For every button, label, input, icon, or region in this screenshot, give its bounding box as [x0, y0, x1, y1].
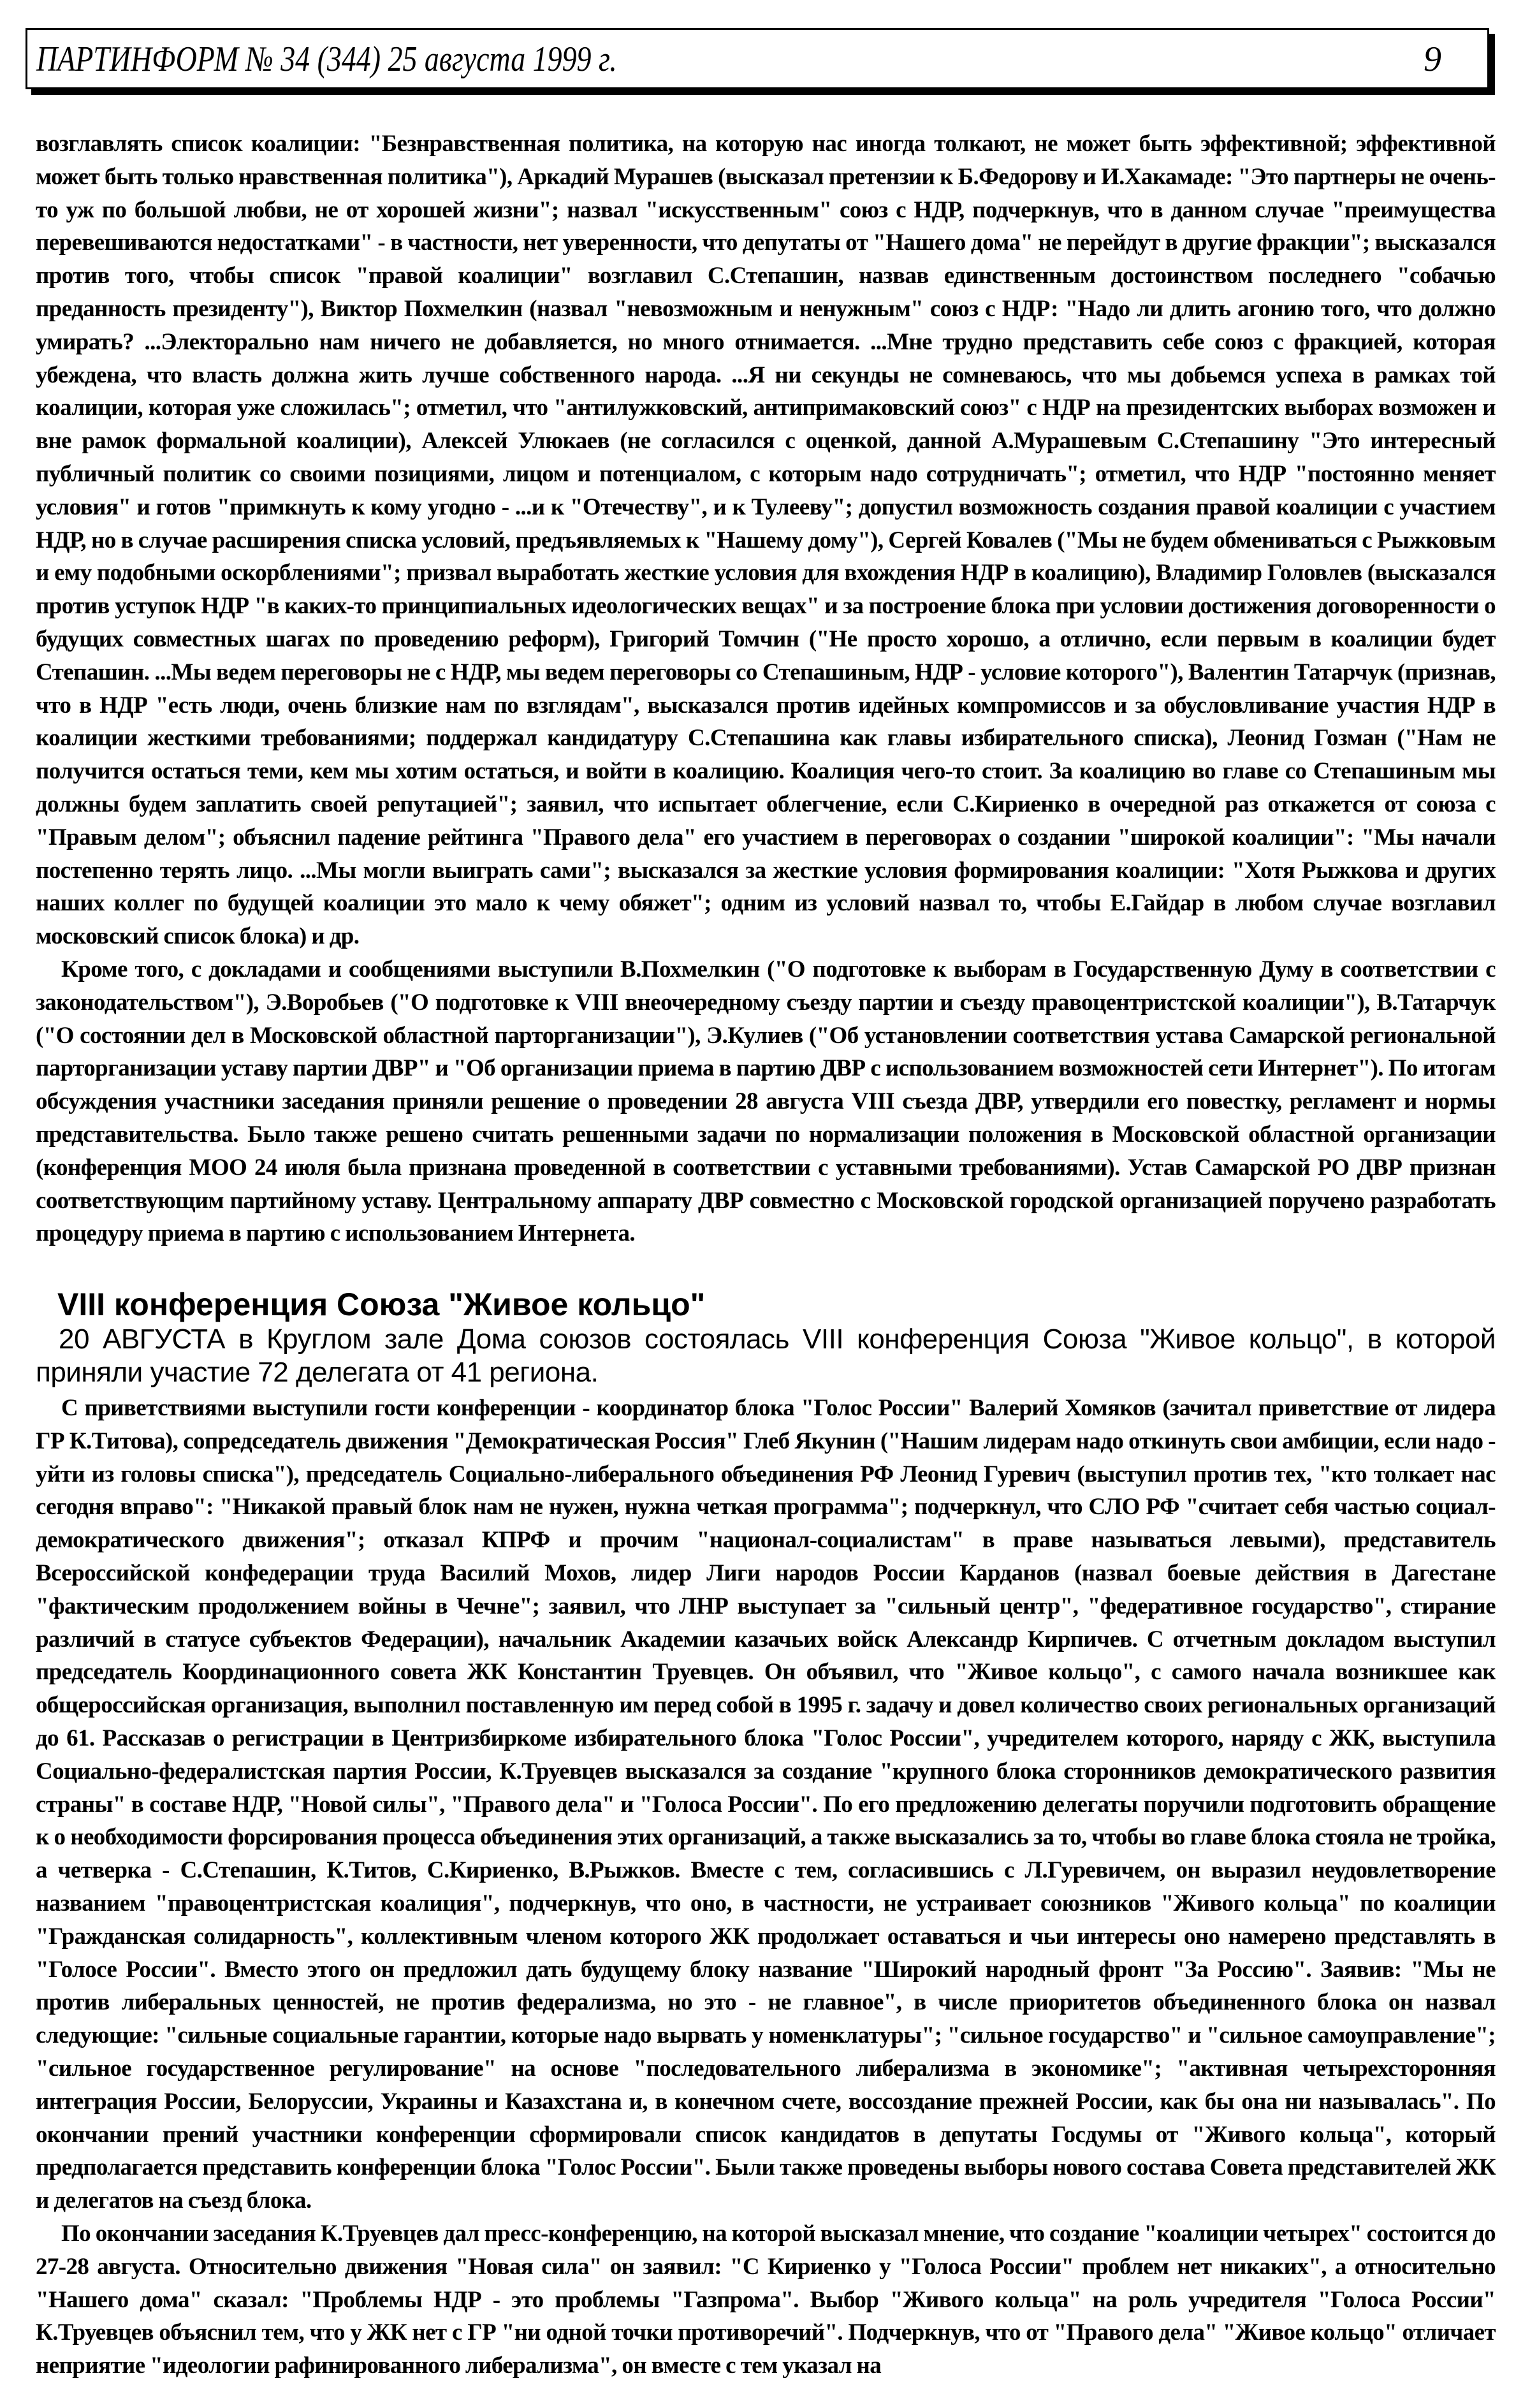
publication-title: ПАРТИНФОРМ № 34 (344) 25 августа 1999 г.	[36, 40, 617, 79]
article-continuation-2	[36, 953, 1496, 1250]
article-body	[36, 1392, 1496, 2382]
paragraph: По окончании заседания К.Труевцев дал пресс-конференцию, на которой высказал мнение, что создание "коалиции четырех" состоится до 27-28 августа. Относительно движения "Новая сила" он заявил: "С Кириенко у "Голоса России" проблем нет никаких", а относительно "Нашего дома" сказал: "Проблемы НДР - это проблемы "Газпрома". Выбор "Живого кольца" на роль учредителя "Голоса России" К.Труевцев объяснил тем, что у ЖК нет с ГР "ни одной точки противоречий". Подчеркнув, что от "Правого дела" "Живое кольцо" отличает неприятие "идеологии рафинированного либерализма", он вместе с тем указал на	[36, 2221, 1496, 2379]
article-continuation	[36, 128, 1496, 953]
paragraph: Кроме того, с докладами и сообщениями выступили В.Похмелкин ("О подготовке к выборам в Государственную Думу в соответствии с законодательством"), Э.Воробьев ("О подготовке к VIII внеочередному съезду партии и съезду правоцентристской коалиции"), В.Татарчук ("О состоянии дел в Московской областной парторганизации"), Э.Кулиев ("Об установлении соответствия устава Самарской региональной парторганизации уставу партии ДВР" и "Об организации приема в партию ДВР с использованием возможностей сети Интернет"). По итогам обсуждения участники заседания приняли решение о проведении 28 августа VIII съезда ДВР, утвердили его повестку, регламент и нормы представительства. Было также решено считать решенными задачи по нормализации положения в Московской областной организации (конференция МОО 24 июля была признана проведенной в соответствии с уставными требованиями). Устав Самарской РО ДВР признан соответствующим партийному уставу. Центральному аппарату ДВР совместно с Московской городской организацией поручено разработать процедуру приема в партию с использованием Интернета.	[36, 956, 1496, 1247]
page-number: 9	[1424, 40, 1441, 79]
page-header	[26, 28, 1489, 89]
paragraph: С приветствиями выступили гости конференции - координатор блока "Голос России" Валерий Хомяков (зачитал приветствие от лидера ГР К.Титова), сопредседатель движения "Демократическая Россия" Глеб Якунин ("Нашим лидерам надо откинуть свои амбиции, если надо - уйти из головы списка"), председатель Социально-либерального объединения РФ Леонид Гуревич (выступил против тех, "кто толкает нас сегодня вправо": "Никакой правый блок нам не нужен, нужна четкая программа"; подчеркнул, что СЛО РФ "считает себя частью социал-демократического движения"; отказал КПРФ и прочим "национал-социалистам" в праве называться левыми), представитель Всероссийской конфедерации труда Василий Мохов, лидер Лиги народов России Карданов (назвал боевые действия в Дагестане "фактическим продолжением войны в Чечне"; заявил, что ЛНР выступает за "сильный центр", "федеративное государство", стирание различий в статусе субъектов Федерации), начальник Академии казачьих войск Александр Кирпичев. С отчетным докладом выступил председатель Координационного совета ЖК Константин Труевцев. Он объявил, что "Живое кольцо", с самого начала возникшее как общероссийская организация, выполнил поставленную им перед собой в 1995 г. задачу и довел количество своих региональных организаций до 61. Рассказав о регистрации в Центризбиркоме избирательного блока "Голос России", учредителем которого, наряду с ЖК, выступила Социально-федералистская партия России, К.Труевцев высказался за создание "крупного блока сторонников демократического развития страны" в составе НДР, "Новой силы", "Правого дела" и "Голоса России". По его предложению делегаты поручили подготовить обращение к о необходимости форсирования процесса объединения этих организаций, а также высказались за то, чтобы во главе блока стояла не тройка, а четверка - С.Степашин, К.Титов, С.Кириенко, В.Рыжков. Вместе с тем, согласившись с Л.Гуревичем, он выразил неудовлетворение названием "правоцентристская коалиция", подчеркнув, что оно, в частности, не устраивает союзников "Живого кольца" по коалиции "Гражданская солидарность", коллективным членом которого ЖК продолжает оставаться и чьи интересы оно намерено представлять в "Голосе России". Вместо этого он предложил дать будущему блоку название "Широкий народный фронт "За Россию". Заявив: "Мы не против либеральных ценностей, не против федерализма, но это - не главное", в числе приоритетов объединенного блока он назвал следующие: "сильные социальные гарантии, которые надо вырвать у номенклатуры"; "сильное государство" и "сильное самоуправление"; "сильное государственное регулирование" на основе "последовательного либерализма в экономике"; "активная четырехсторонняя интеграция России, Белоруссии, Украины и Казахстана и, в конечном счете, воссоздание прежней России, как бы она ни называлась". По окончании прений участники конференции сформировали список кандидатов в депутаты Госдумы от "Живого кольца", который предполагается представить конференции блока "Голос России". Были также проведены выборы нового состава Совета представителей ЖК и делегатов на съезд блока.	[36, 1395, 1496, 2214]
article-lead: 20 АВГУСТА в Круглом зале Дома союзов состоялась VIII конференция Союза "Живое кольцо", в которой приняли участие 72 делегата от 41 региона.	[36, 1324, 1496, 1389]
paragraph: возглавлять список коалиции: "Безнравственная политика, на которую нас иногда толкают, не может быть эффективной; эффективной может быть только нравственная политика"), Аркадий Мурашев (высказал претензии к Б.Федорову и И.Хакамаде: "Это партнеры не очень-то уж по большой любви, не от хорошей жизни"; назвал "искусственным" союз с НДР, подчеркнув, что в данном случае "преимущества перевешиваются недостатками" - в частности, нет уверенности, что депутаты от "Нашего дома" не перейдут в другие фракции"; высказался против того, чтобы список "правой коалиции" возглавил С.Степашин, назвав единственным достоинством последнего "собачью преданность президенту"), Виктор Похмелкин (назвал "невозможным и ненужным" союз с НДР: "Надо ли длить агонию того, что должно умирать? ...Электорально нам ничего не добавляется, но много отнимается. ...Мне трудно представить себе союз с фракцией, которая убеждена, что власть должна жить лучше собственного народа. ...Я ни секунды не сомневаюсь, что мы добьемся успеха в рамках той коалиции, которая уже сложилась"; отметил, что "антилужковский, антипримаковский союз" с НДР на президентских выборах возможен и вне рамок формальной коалиции), Алексей Улюкаев (не согласился с оценкой, данной А.Мурашевым С.Степашину "Это интересный публичный политик со своими позициями, лицом и потенциалом, с которым надо сотрудничать"; отметил, что НДР "постоянно меняет условия" и готов "примкнуть к кому угодно - ...и к "Отечеству", и к Тулееву"; допустил возможность создания правой коалиции с участием НДР, но в случае расширения списка условий, предъявляемых к "Нашему дому"), Сергей Ковалев ("Мы не будем обмениваться с Рыжковым и ему подобными оскорблениями"; призвал выработать жесткие условия для вхождения НДР в коалицию), Владимир Головлев (высказался против уступок НДР "в каких-то принципиальных идеологических вещах" и за построение блока при условии достижения договоренности о будущих совместных шагах по проведению реформ), Григорий Томчин ("Не просто хорошо, а отлично, если первым в коалиции будет Степашин. ...Мы ведем переговоры не с НДР, мы ведем переговоры со Степашиным, НДР - условие которого"), Валентин Татарчук (признав, что в НДР "есть люди, очень близкие нам по взглядам", высказался против идейных компромиссов и за обусловливание участия НДР в коалиции жесткими требованиями; поддержал кандидатуру С.Степашина как главы избирательного списка), Леонид Гозман ("Нам не получится остаться теми, кем мы хотим остаться, и войти в коалицию. Коалиция чего-то стоит. За коалицию во главе со Степашиным мы должны будем заплатить своей репутацией"; заявил, что испытает облегчение, если С.Кириенко в очередной раз откажется от союза с "Правым делом"; объяснил падение рейтинга "Правого дела" его участием в переговорах о создании "широкой коалиции": "Мы начали постепенно терять лицо. ...Мы могли выиграть сами"; высказался за жесткие условия формирования коалиции: "Хотя Рыжкова и других наших коллег по будущей коалиции это мало к чему обяжет"; одним из условий назвал то, чтобы Е.Гайдар в любом случае возглавил московский список блока) и др.	[36, 131, 1496, 950]
article-headline: VIII конференция Союза "Живое кольцо"	[57, 1287, 706, 1323]
